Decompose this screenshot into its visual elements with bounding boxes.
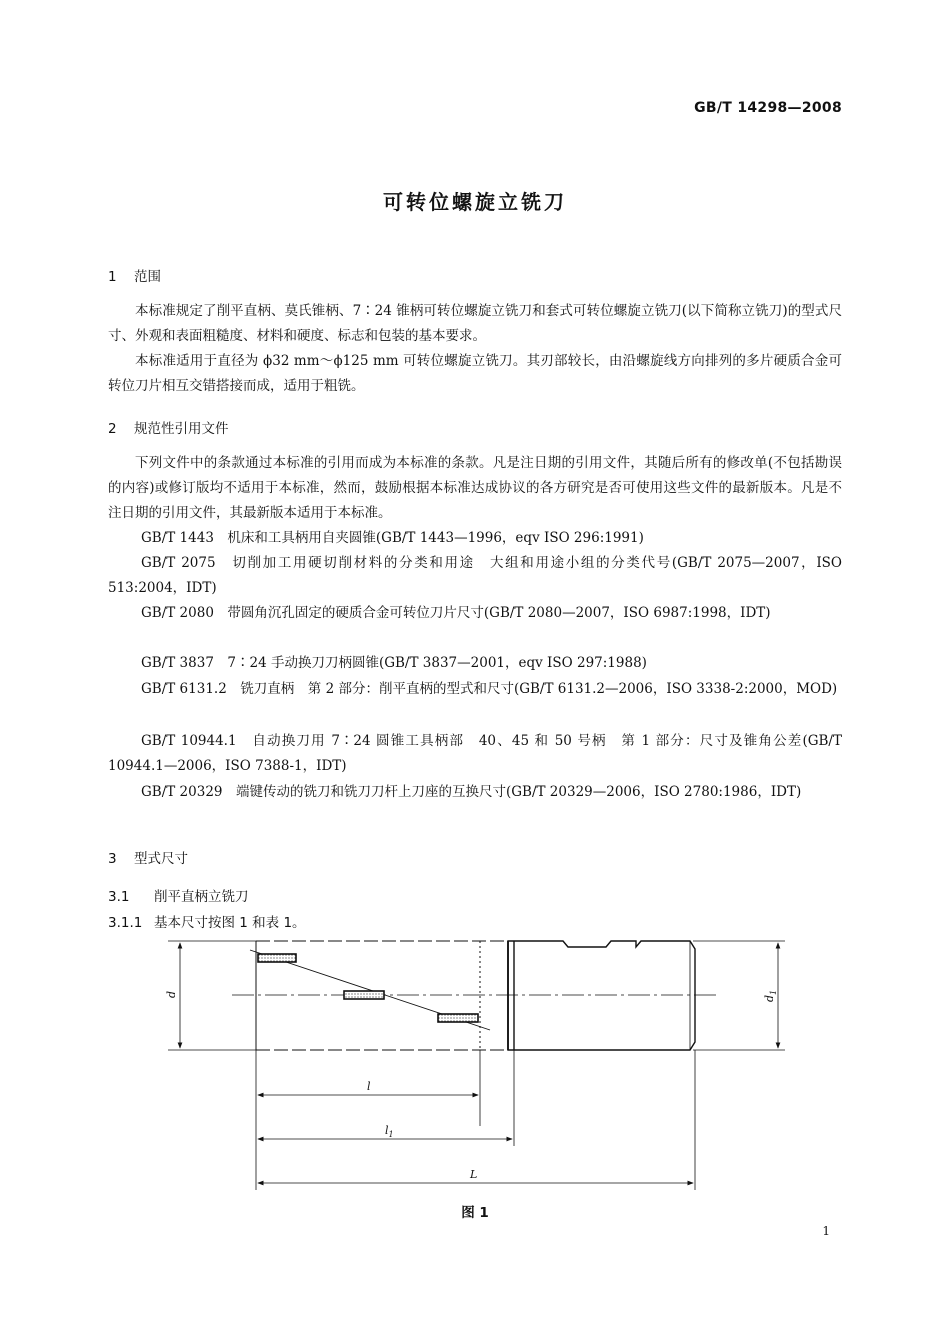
- reference-item: GB/T 2075 切削加工用硬切削材料的分类和用途 大组和用途小组的分类代号(GB/T 2075—2007，ISO 513:2004，IDT): [108, 555, 842, 596]
- page-number: 1: [822, 1224, 830, 1238]
- insert: [438, 1014, 478, 1022]
- label-d1-sub: 1: [769, 989, 778, 995]
- reference-item: GB/T 1443 机床和工具柄用自夹圆锥(GB/T 1443—1996，eqv ISO 296:1991): [141, 530, 644, 546]
- section-number: 3.1: [108, 889, 130, 905]
- section-number: 1: [108, 269, 117, 285]
- insert: [258, 954, 296, 962]
- document-title: 可转位螺旋立铣刀: [383, 190, 567, 214]
- label-l1-main: l: [385, 1124, 389, 1137]
- label-l1: [385, 1124, 394, 1139]
- section-title: 削平直柄立铣刀: [154, 889, 249, 905]
- reference-item: GB/T 10944.1 自动换刀用 7∶24 圆锥工具柄部 40、45 和 50 号柄 第 1 部分：尺寸及锥角公差(GB/T 10944.1—2006，ISO 7388-1，IDT): [108, 733, 842, 774]
- label-d: d: [165, 990, 178, 998]
- reference-item: GB/T 3837 7∶24 手动换刀刀柄圆锥(GB/T 3837—2001，eqv ISO 297:1988): [141, 655, 647, 671]
- reference-item: GB/T 20329 端键传动的铣刀和铣刀刀杆上刀座的互换尺寸(GB/T 20329—2006，ISO 2780:1986，IDT): [141, 784, 802, 800]
- reference-item: GB/T 2080 带圆角沉孔固定的硬质合金可转位刀片尺寸(GB/T 2080—2007，ISO 6987:1998，IDT): [141, 605, 771, 621]
- section-number: 3.1.1: [108, 915, 143, 931]
- figure-caption: 图 1: [461, 1205, 489, 1221]
- standard-code: GB/T 14298—2008: [694, 100, 842, 116]
- insert: [344, 991, 384, 999]
- section-title: 范围: [134, 269, 161, 285]
- section-title: 型式尺寸: [134, 851, 188, 867]
- clause-text: 基本尺寸按图 1 和表 1。: [154, 915, 306, 931]
- paragraph: 下列文件中的条款通过本标准的引用而成为本标准的条款。凡是注日期的引用文件，其随后所有的修改单(不包括勘误的内容)或修订版均不适用于本标准，然而，鼓励根据本标准达成协议的各方研究是否可使用这些文件的最新版本。凡是不注日期的引用文件，其最新版本适用于本标准。: [108, 455, 842, 521]
- paragraph: 本标准规定了削平直柄、莫氏锥柄、7∶24 锥柄可转位螺旋立铣刀和套式可转位螺旋立铣刀(以下简称立铣刀)的型式尺寸、外观和表面粗糙度、材料和硬度、标志和包装的基本要求。: [108, 303, 842, 344]
- label-l1-sub: 1: [388, 1130, 394, 1139]
- section-number: 3: [108, 851, 117, 867]
- reference-item: GB/T 6131.2 铣刀直柄 第 2 部分：削平直柄的型式和尺寸(GB/T 6131.2—2006，ISO 3338-2:2000，MOD): [141, 681, 838, 697]
- label-d1-main: d: [763, 994, 776, 1002]
- label-d1: [763, 990, 778, 1002]
- label-L: L: [470, 1168, 478, 1181]
- section-title: 规范性引用文件: [134, 421, 229, 437]
- shank: [508, 941, 695, 1050]
- paragraph: 本标准适用于直径为 ϕ32 mm～ϕ125 mm 可转位螺旋立铣刀。其刃部较长，由沿螺旋线方向排列的多片硬质合金可转位刀片相互交错搭接而成，适用于粗铣。: [108, 353, 842, 394]
- section-number: 2: [108, 421, 117, 437]
- label-l: l: [367, 1080, 371, 1093]
